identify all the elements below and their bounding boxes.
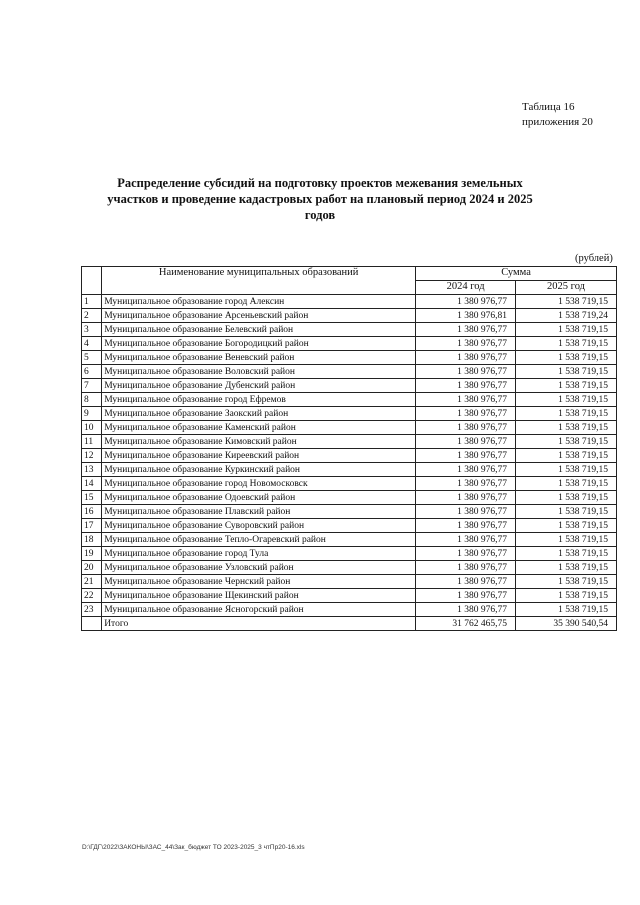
table-row — [82, 491, 617, 505]
row-number: 6 — [82, 365, 102, 379]
table-row — [82, 449, 617, 463]
municipality-name: Муниципальное образование Узловский район — [102, 561, 416, 575]
amount-2025: 1 538 719,15 — [516, 365, 617, 379]
file-path-footer: D:\ГДГ\2022\ЗАКОНЫ\ЗАС_44\Зак_бюджет ТО 2023-2025_3 чтПр20-16.xls — [82, 844, 305, 851]
table-row — [82, 379, 617, 393]
amount-2024: 1 380 976,77 — [416, 351, 516, 365]
amount-2024: 1 380 976,77 — [416, 589, 516, 603]
table-row — [82, 547, 617, 561]
table-row — [82, 463, 617, 477]
amount-2024: 1 380 976,77 — [416, 365, 516, 379]
table-row — [82, 533, 617, 547]
row-number: 22 — [82, 589, 102, 603]
row-number: 4 — [82, 337, 102, 351]
document-title: Распределение субсидий на подготовку проектов межевания земельных участков и проведение кадастровых работ на плановый период 2024 и 2025 годов — [107, 176, 533, 222]
year-2025-header: 2025 год — [516, 281, 617, 295]
row-number: 21 — [82, 575, 102, 589]
amount-2024: 1 380 976,77 — [416, 295, 516, 309]
municipality-name: Муниципальное образование Дубенский район — [102, 379, 416, 393]
amount-2025: 1 538 719,15 — [516, 561, 617, 575]
municipality-name: Муниципальное образование город Новомосковск — [102, 477, 416, 491]
amount-2024: 1 380 976,77 — [416, 547, 516, 561]
municipality-name: Муниципальное образование Каменский район — [102, 421, 416, 435]
amount-2024: 1 380 976,77 — [416, 449, 516, 463]
municipality-name: Муниципальное образование Воловский район — [102, 365, 416, 379]
table-reference — [522, 100, 593, 130]
amount-2024: 1 380 976,77 — [416, 561, 516, 575]
subsidy-table — [81, 266, 617, 631]
table-row — [82, 323, 617, 337]
row-number: 18 — [82, 533, 102, 547]
amount-2025: 1 538 719,15 — [516, 463, 617, 477]
table-number: Таблица 16 — [522, 101, 575, 113]
sum-column-header: Сумма — [416, 267, 617, 281]
table-row — [82, 337, 617, 351]
municipality-name: Муниципальное образование Щекинский район — [102, 589, 416, 603]
municipality-name: Муниципальное образование город Алексин — [102, 295, 416, 309]
row-number: 7 — [82, 379, 102, 393]
row-number: 1 — [82, 295, 102, 309]
amount-2025: 1 538 719,15 — [516, 533, 617, 547]
row-number: 23 — [82, 603, 102, 617]
total-label: Итого — [102, 617, 416, 631]
total-2025: 35 390 540,54 — [516, 617, 617, 631]
municipality-name: Муниципальное образование Белевский район — [102, 323, 416, 337]
row-number: 10 — [82, 421, 102, 435]
amount-2024: 1 380 976,77 — [416, 337, 516, 351]
name-column-header: Наименование муниципальных образований — [102, 267, 416, 295]
amount-2024: 1 380 976,77 — [416, 379, 516, 393]
municipality-name: Муниципальное образование город Тула — [102, 547, 416, 561]
amount-2025: 1 538 719,15 — [516, 393, 617, 407]
municipality-name: Муниципальное образование Куркинский район — [102, 463, 416, 477]
row-number: 15 — [82, 491, 102, 505]
amount-2024: 1 380 976,77 — [416, 505, 516, 519]
total-2024: 31 762 465,75 — [416, 617, 516, 631]
amount-2025: 1 538 719,15 — [516, 323, 617, 337]
municipality-name: Муниципальное образование Заокский район — [102, 407, 416, 421]
amount-2025: 1 538 719,15 — [516, 589, 617, 603]
municipality-name: Муниципальное образование Веневский район — [102, 351, 416, 365]
units-label: (рублей) — [575, 253, 613, 264]
table-row — [82, 477, 617, 491]
number-header-cell — [82, 267, 102, 295]
total-number-cell — [82, 617, 102, 631]
table-row — [82, 407, 617, 421]
table-row — [82, 603, 617, 617]
amount-2024: 1 380 976,77 — [416, 491, 516, 505]
amount-2025: 1 538 719,15 — [516, 337, 617, 351]
municipality-name: Муниципальное образование Одоевский район — [102, 491, 416, 505]
table-row — [82, 393, 617, 407]
row-number: 11 — [82, 435, 102, 449]
amount-2024: 1 380 976,77 — [416, 323, 516, 337]
amount-2025: 1 538 719,15 — [516, 491, 617, 505]
table-row — [82, 295, 617, 309]
amount-2025: 1 538 719,15 — [516, 449, 617, 463]
table-row — [82, 351, 617, 365]
total-row — [82, 617, 617, 631]
amount-2024: 1 380 976,77 — [416, 575, 516, 589]
row-number: 9 — [82, 407, 102, 421]
municipality-name: Муниципальное образование город Ефремов — [102, 393, 416, 407]
municipality-name: Муниципальное образование Плавский район — [102, 505, 416, 519]
row-number: 8 — [82, 393, 102, 407]
row-number: 19 — [82, 547, 102, 561]
amount-2025: 1 538 719,15 — [516, 547, 617, 561]
row-number: 16 — [82, 505, 102, 519]
table-row — [82, 575, 617, 589]
municipality-name: Муниципальное образование Арсеньевский район — [102, 309, 416, 323]
table-row — [82, 561, 617, 575]
amount-2025: 1 538 719,15 — [516, 407, 617, 421]
row-number: 13 — [82, 463, 102, 477]
amount-2025: 1 538 719,15 — [516, 435, 617, 449]
row-number: 2 — [82, 309, 102, 323]
amount-2025: 1 538 719,15 — [516, 421, 617, 435]
row-number: 20 — [82, 561, 102, 575]
amount-2024: 1 380 976,77 — [416, 603, 516, 617]
amount-2024: 1 380 976,77 — [416, 407, 516, 421]
amount-2025: 1 538 719,15 — [516, 575, 617, 589]
amount-2024: 1 380 976,81 — [416, 309, 516, 323]
amount-2024: 1 380 976,77 — [416, 477, 516, 491]
municipality-name: Муниципальное образование Ясногорский район — [102, 603, 416, 617]
table-row — [82, 519, 617, 533]
municipality-name: Муниципальное образование Тепло-Огаревский район — [102, 533, 416, 547]
amount-2025: 1 538 719,15 — [516, 295, 617, 309]
row-number: 5 — [82, 351, 102, 365]
row-number: 3 — [82, 323, 102, 337]
row-number: 17 — [82, 519, 102, 533]
amount-2025: 1 538 719,15 — [516, 603, 617, 617]
municipality-name: Муниципальное образование Кимовский район — [102, 435, 416, 449]
table-row — [82, 505, 617, 519]
amount-2024: 1 380 976,77 — [416, 519, 516, 533]
amount-2024: 1 380 976,77 — [416, 421, 516, 435]
appendix-number: приложения 20 — [522, 116, 593, 128]
year-2024-header: 2024 год — [416, 281, 516, 295]
amount-2025: 1 538 719,15 — [516, 477, 617, 491]
amount-2025: 1 538 719,15 — [516, 505, 617, 519]
row-number: 14 — [82, 477, 102, 491]
row-number: 12 — [82, 449, 102, 463]
amount-2025: 1 538 719,15 — [516, 519, 617, 533]
amount-2024: 1 380 976,77 — [416, 393, 516, 407]
table-row — [82, 589, 617, 603]
amount-2025: 1 538 719,24 — [516, 309, 617, 323]
table-row — [82, 365, 617, 379]
municipality-name: Муниципальное образование Богородицкий район — [102, 337, 416, 351]
municipality-name: Муниципальное образование Киреевский район — [102, 449, 416, 463]
table-row — [82, 309, 617, 323]
amount-2025: 1 538 719,15 — [516, 379, 617, 393]
municipality-name: Муниципальное образование Суворовский район — [102, 519, 416, 533]
table-row — [82, 421, 617, 435]
amount-2024: 1 380 976,77 — [416, 533, 516, 547]
municipality-name: Муниципальное образование Чернский район — [102, 575, 416, 589]
table-row — [82, 435, 617, 449]
amount-2024: 1 380 976,77 — [416, 435, 516, 449]
amount-2025: 1 538 719,15 — [516, 351, 617, 365]
amount-2024: 1 380 976,77 — [416, 463, 516, 477]
